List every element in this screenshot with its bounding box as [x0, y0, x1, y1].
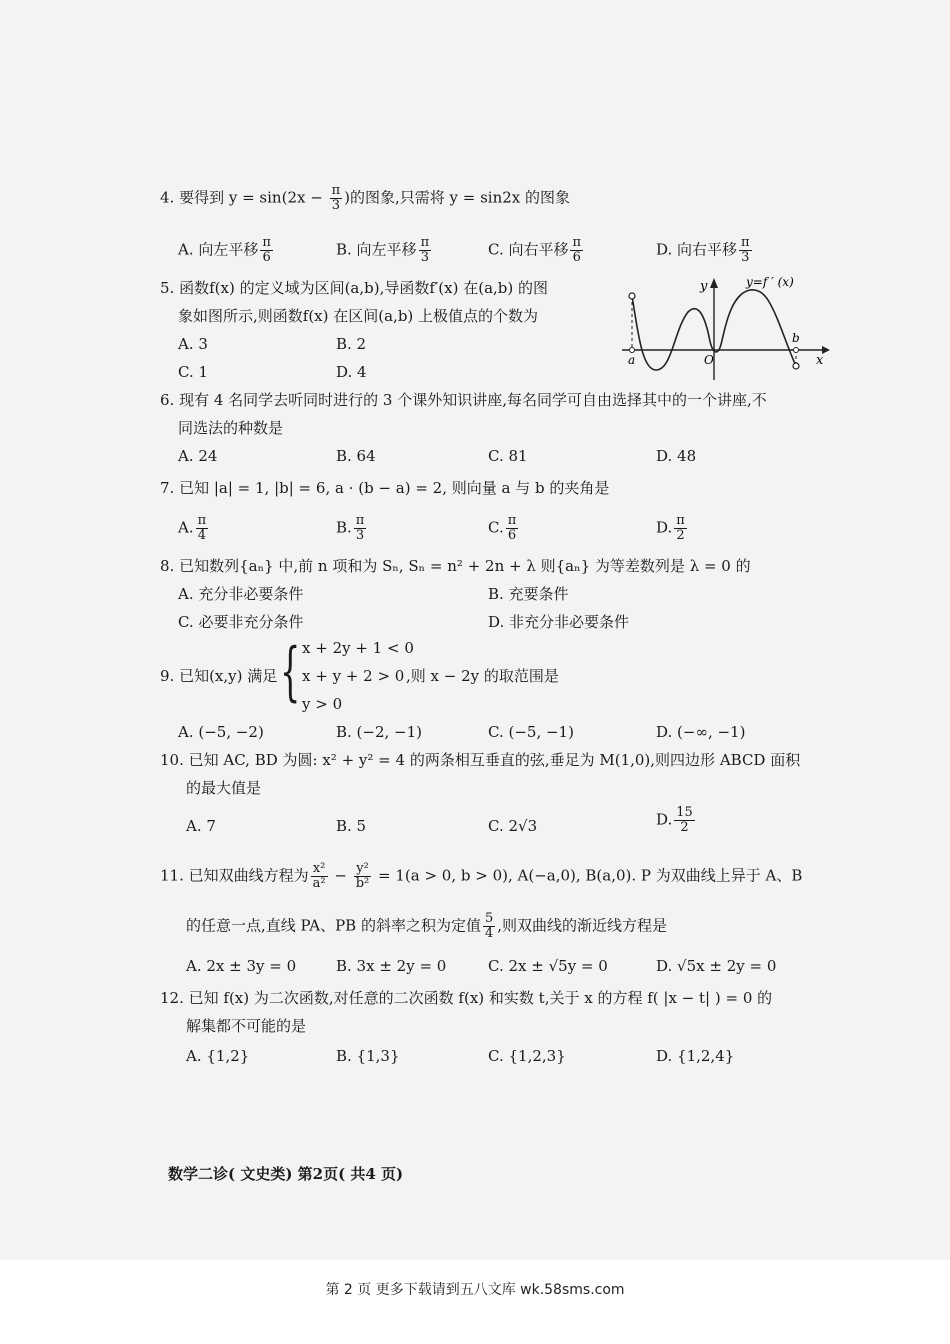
question-4-option-b: B. 向左平移 $\frac{\pi}{3}$	[336, 235, 430, 265]
question-8-option-d: D. 非充分非必要条件	[488, 613, 630, 631]
exam-footer: 数学二诊( 文史类) 第2页( 共4 页)	[168, 1165, 404, 1183]
question-12-line-2: 解集都不可能的是	[186, 1017, 307, 1035]
question-10-option-d: D. $\frac{15}{2}$	[656, 805, 693, 835]
question-11-option-b: B. 3x ± 2y = 0	[336, 957, 447, 975]
question-6-option-b: B. 64	[336, 447, 376, 465]
question-7-line-1: 7. 已知 |a| = 1, |b| = 6, a · (b − a) = 2, 则向量 a 与 b 的夹角是	[160, 479, 610, 497]
question-9-condition-3: y > 0	[302, 695, 343, 713]
label-fn: y=f ′ (x)	[746, 275, 794, 289]
question-5-line-2: 象如图所示,则函数f(x) 在区间(a,b) 上极值点的个数为	[178, 307, 539, 325]
y-axis-arrow	[710, 278, 718, 288]
question-4-option-d: D. 向右平移 $\frac{\pi}{3}$	[656, 235, 750, 265]
label-b: b	[792, 331, 800, 345]
question-9-option-c: C. (−5, −1)	[488, 723, 574, 741]
question-6-option-c: C. 81	[488, 447, 528, 465]
question-12-option-d: D. {1,2,4}	[656, 1047, 735, 1065]
question-4-option-a: A. 向左平移 $\frac{\pi}{6}$	[178, 235, 271, 265]
point-b	[794, 348, 799, 353]
question-11-option-d: D. √5x ± 2y = 0	[656, 957, 777, 975]
question-11-option-a: A. 2x ± 3y = 0	[186, 957, 297, 975]
question-9-condition-1: x + 2y + 1 < 0	[302, 639, 414, 657]
question-7-option-c: C. $\frac{\pi}{6}$	[488, 513, 517, 543]
question-8-option-c: C. 必要非充分条件	[178, 613, 304, 631]
question-7-option-a: A. $\frac{\pi}{4}$	[178, 513, 207, 543]
question-8-option-b: B. 充要条件	[488, 585, 569, 603]
question-9-option-d: D. (−∞, −1)	[656, 723, 746, 741]
question-11-option-c: C. 2x ± √5y = 0	[488, 957, 608, 975]
question-9-option-b: B. (−2, −1)	[336, 723, 423, 741]
question-4-stem: 4. 要得到 y = sin(2x − $\frac{\pi}{3}$ )的图象,只需将 y = sin2x 的图象	[160, 183, 571, 213]
question-5-option-b: B. 2	[336, 335, 367, 353]
question-9-condition-2: x + y + 2 > 0	[302, 667, 405, 685]
question-10-line-2: 的最大值是	[186, 779, 262, 797]
question-10-option-c: C. 2√3	[488, 817, 538, 835]
question-8-option-a: A. 充分非必要条件	[178, 585, 304, 603]
question-9-option-a: A. (−5, −2)	[178, 723, 264, 741]
question-12-option-b: B. {1,3}	[336, 1047, 400, 1065]
question-5-option-a: A. 3	[178, 335, 208, 353]
label-x: x	[816, 353, 824, 368]
site-footer: 第 2 页 更多下载请到五八文库 wk.58sms.com	[325, 1282, 625, 1298]
label-a: a	[628, 353, 636, 367]
question-12-option-c: C. {1,2,3}	[488, 1047, 566, 1065]
question-9-prefix: 9. 已知(x,y) 满足	[160, 667, 278, 685]
question-6-option-d: D. 48	[656, 447, 697, 465]
question-11-line-1: 11. 已知双曲线方程为 $\frac{\text{x²}}{\text{a²}}$ − $\frac{\text{y²}}{\text{b²}}$ = 1(a > 0, b > 0), A(−a,0), B(a,0). P 为双曲线上异于 A、B	[160, 861, 803, 891]
question-6-option-a: A. 24	[178, 447, 218, 465]
question-6-line-2: 同选法的种数是	[178, 419, 284, 437]
question-8-line-1: 8. 已知数列{aₙ} 中,前 n 项和为 Sₙ, Sₙ = n² + 2n + λ 则{aₙ} 为等差数列是 λ = 0 的	[160, 557, 751, 575]
question-5-option-d: D. 4	[336, 363, 367, 381]
question-12-line-1: 12. 已知 f(x) 为二次函数,对任意的二次函数 f(x) 和实数 t,关于 x 的方程 f( |x − t| ) = 0 的	[160, 989, 773, 1007]
endpoint-b	[793, 363, 799, 369]
endpoint-a	[629, 293, 635, 299]
system-brace: {	[280, 635, 301, 709]
question-4-option-c: C. 向右平移 $\frac{\pi}{6}$	[488, 235, 582, 265]
question-9-suffix: ,则 x − 2y 的取范围是	[406, 667, 559, 685]
question-11-line-2: 的任意一点,直线 PA、PB 的斜率之积为定值 $\frac{5}{4}$ ,则双曲线的渐近线方程是	[186, 911, 668, 941]
label-y: y	[700, 279, 708, 294]
question-10-option-a: A. 7	[186, 817, 216, 835]
label-o: O	[704, 353, 714, 367]
derivative-graph	[618, 272, 833, 387]
question-7-option-b: B. $\frac{\pi}{3}$	[336, 513, 365, 543]
point-a	[630, 348, 635, 353]
question-7-option-d: D. $\frac{\pi}{2}$	[656, 513, 685, 543]
question-10-option-b: B. 5	[336, 817, 367, 835]
fraction: $\frac{\pi}{3}$	[331, 183, 341, 213]
question-12-option-a: A. {1,2}	[186, 1047, 250, 1065]
question-10-line-1: 10. 已知 AC, BD 为圆: x² + y² = 4 的两条相互垂直的弦,垂足为 M(1,0),则四边形 ABCD 面积	[160, 751, 801, 769]
question-5-option-c: C. 1	[178, 363, 209, 381]
question-5-line-1: 5. 函数f(x) 的定义域为区间(a,b),导函数f′(x) 在(a,b) 的图	[160, 279, 549, 297]
question-6-line-1: 6. 现有 4 名同学去听同时进行的 3 个课外知识讲座,每名同学可自由选择其中的一个讲座,不	[160, 391, 767, 409]
